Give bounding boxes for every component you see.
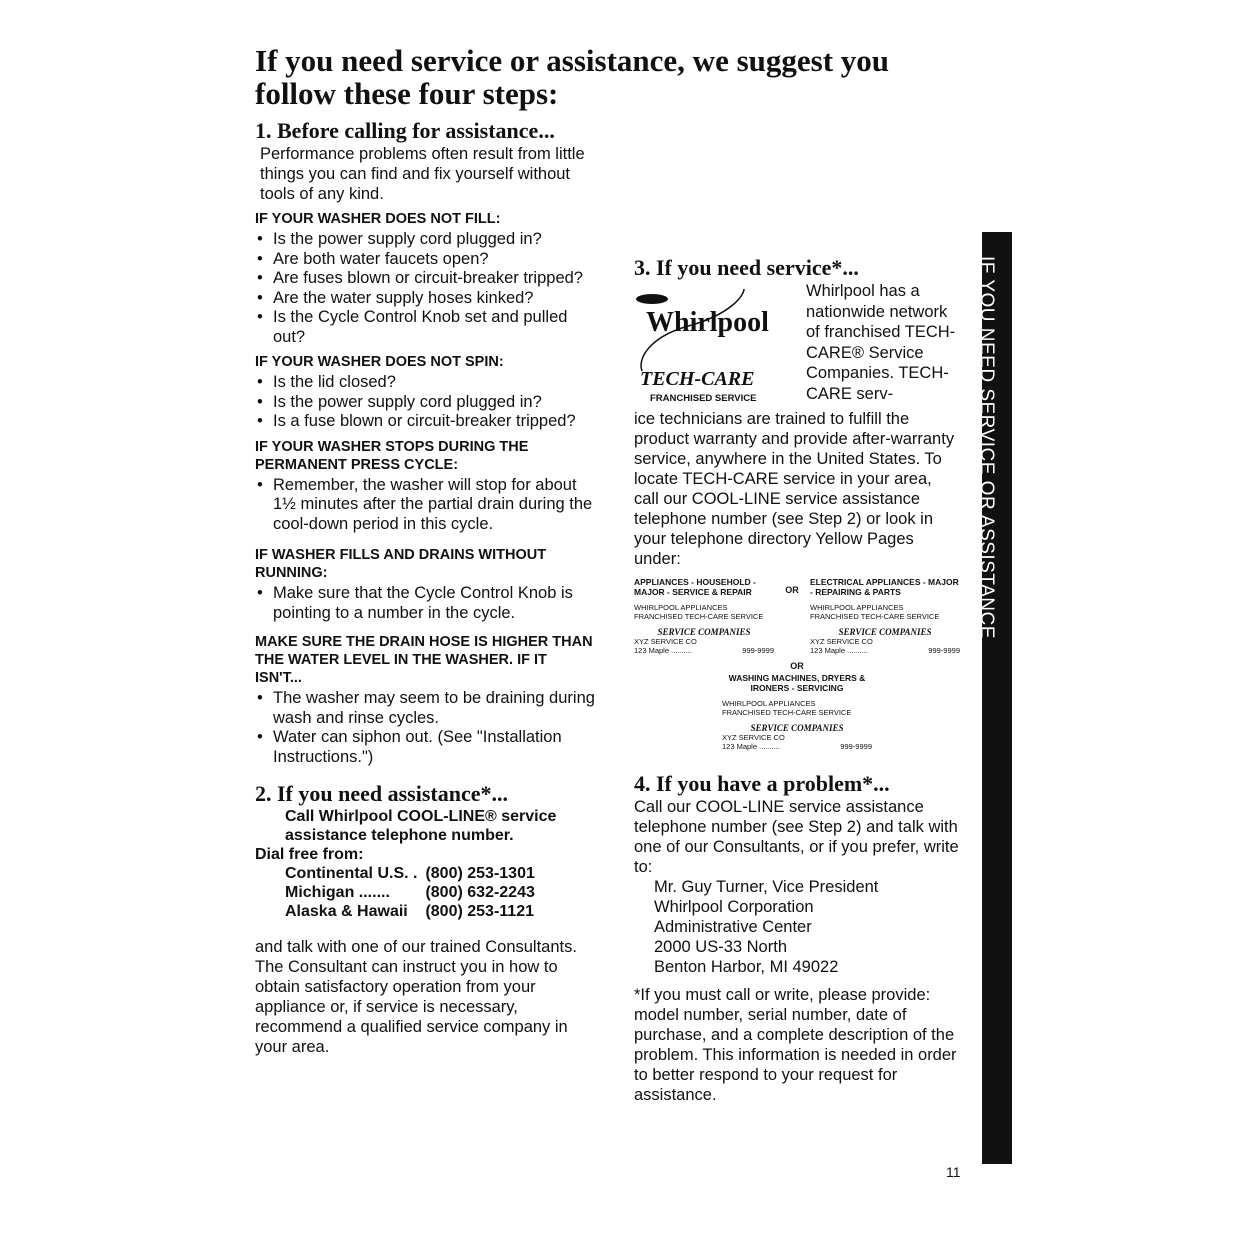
yp-dealer-sub: FRANCHISED TECH-CARE SERVICE [810,612,940,621]
yp-xyz: XYZ SERVICE CO [634,637,697,646]
step1-intro: Performance problems often result from little things you can find and fix yourself without tools of any kind. [260,145,585,203]
table-row [285,864,535,883]
checklist [255,373,595,432]
phone-number: (800) 253-1121 [425,903,534,920]
phone-region: Continental U.S. . [285,865,418,882]
table-row [285,902,535,921]
list-item: • Is the Cycle Control Knob set and pulled out? [255,308,595,347]
yp-phone: 999-9999 [840,742,872,751]
yp-dealer-sub: FRANCHISED TECH-CARE SERVICE [722,708,852,717]
mailing-address [634,877,960,977]
list-item: • The washer may seem to be draining during wash and rinse cycles. [255,689,595,728]
address-line: Whirlpool Corporation [654,898,814,916]
step3-paragraph: ice technicians are trained to fulfill the product warranty and provide after-warranty service, anywhere in the United States. To locate TECH-CARE service in your area, call our COOL-LINE service assistance telephone number (see Step 2) or look in your telephone directory Yellow Pages under: [634,410,955,568]
checklist [255,584,595,623]
yp-xyz: XYZ SERVICE CO [810,637,873,646]
step4-heading: 4. If you have a problem*... [634,771,890,796]
techcare-block [634,281,960,409]
yp-dealer-sub: FRANCHISED TECH-CARE SERVICE [634,612,764,621]
group-heading: IF YOUR WASHER DOES NOT FILL: [255,211,501,227]
logo-techcare: TECH-CARE [640,368,755,390]
yp-category: APPLIANCES - HOUSEHOLD - MAJOR - SERVICE & REPAIR [634,577,756,597]
yp-phone: 999-9999 [928,646,960,655]
yp-companies: SERVICE COMPANIES [657,627,751,637]
yp-dealer: WHIRLPOOL APPLIANCES [722,699,816,708]
list-item: • Is a fuse blown or circuit-breaker tripped? [255,412,595,432]
yp-entry [722,699,872,751]
yp-phone: 999-9999 [742,646,774,655]
page-number: 11 [946,1164,961,1180]
yp-address-row [634,646,774,655]
yp-companies: SERVICE COMPANIES [750,723,844,733]
checklist [255,689,595,767]
logo-side-text [806,281,958,404]
yp-xyz: XYZ SERVICE CO [722,733,785,742]
yp-dealer: WHIRLPOOL APPLIANCES [810,603,904,612]
left-column [255,118,595,1057]
group-heading: IF YOUR WASHER STOPS DURING THE PERMANENT PRESS CYCLE: [255,438,529,473]
address-line: 2000 US-33 North [654,938,787,956]
yp-entry [810,603,960,655]
yp-category: WASHING MACHINES, DRYERS & IRONERS - SERVICING [728,673,866,693]
list-item: • Water can siphon out. (See "Installation Instructions.") [255,728,595,767]
checklist [255,230,595,347]
sidebar-label: IF YOU NEED SERVICE OR ASSISTANCE [976,256,997,639]
step4-intro: Call our COOL-LINE service assistance telephone number (see Step 2) and talk with one of our Consultants, or if you prefer, write to: [634,798,959,876]
list-item: • Are fuses blown or circuit-breaker tripped? [255,269,595,289]
checklist [255,476,595,535]
yp-dealer: WHIRLPOOL APPLIANCES [634,603,728,612]
yp-address: 123 Maple .......... [634,646,692,655]
yp-categories [634,577,960,597]
address-line: Administrative Center [654,918,812,936]
footnote: *If you must call or write, please provide: model number, serial number, date of purchase, and a complete description of the problem. This information is needed in order to better respond to your request for assistance. [634,986,957,1104]
yp-address: 123 Maple .......... [810,646,868,655]
yellow-pages-listing [634,577,960,751]
right-column [634,143,960,1105]
step3-side-paragraph: Whirlpool has a nationwide network of franchised TECH-CARE® Service Companies. TECH-CARE serv- [806,282,956,403]
table-row [285,883,535,902]
phone-table [285,864,535,921]
step2-closing: and talk with one of our trained Consultants. The Consultant can instruct you in how to obtain satisfactory operation from your appliance or, if service is necessary, recommend a qualified service company in your area. [255,938,577,1056]
phone-region: Alaska & Hawaii [285,903,408,920]
yp-dealers [634,603,960,655]
step2-line1: Call Whirlpool COOL-LINE® service assistance telephone number. [285,808,557,844]
list-item: • Is the power supply cord plugged in? [255,393,595,413]
yp-category: ELECTRICAL APPLIANCES - MAJOR - REPAIRING & PARTS [810,577,959,597]
address-line: Mr. Guy Turner, Vice President [654,878,879,896]
phone-number: (800) 253-1301 [425,865,535,882]
whirlpool-techcare-logo [632,285,802,405]
yp-entry [634,603,774,655]
list-item: • Are both water faucets open? [255,250,595,270]
address-line: Benton Harbor, MI 49022 [654,958,839,976]
list-item: • Remember, the washer will stop for about 1½ minutes after the partial drain during the cool-down period in this cycle. [255,476,595,535]
step1-heading: 1. Before calling for assistance... [255,118,555,143]
yp-address-row [810,646,960,655]
list-item: • Are the water supply hoses kinked? [255,289,595,309]
list-item: • Make sure that the Cycle Control Knob is pointing to a number in the cycle. [255,584,595,623]
group-heading: IF YOUR WASHER DOES NOT SPIN: [255,354,504,370]
yp-companies: SERVICE COMPANIES [838,627,932,637]
logo-franchised: FRANCHISED SERVICE [650,393,757,404]
yp-address: 123 Maple .......... [722,742,780,751]
yp-or: OR [785,585,799,595]
step3-heading: 3. If you need service*... [634,255,859,280]
page-title: If you need service or assistance, we suggest you follow these four steps: [255,43,890,111]
yp-or: OR [790,661,804,671]
list-item: • Is the power supply cord plugged in? [255,230,595,250]
list-item: • Is the lid closed? [255,373,595,393]
logo-brand: Whirlpool [646,307,769,338]
yp-address-row [722,742,872,751]
phone-number: (800) 632-2243 [425,884,535,901]
group-heading: MAKE SURE THE DRAIN HOSE IS HIGHER THAN THE WATER LEVEL IN THE WASHER. IF IT ISN'T... [255,634,593,686]
step2-line2: Dial free from: [255,846,364,863]
group-heading: IF WASHER FILLS AND DRAINS WITHOUT RUNNING: [255,547,547,581]
step2-heading: 2. If you need assistance*... [255,781,509,806]
phone-region: Michigan ....... [285,884,390,901]
